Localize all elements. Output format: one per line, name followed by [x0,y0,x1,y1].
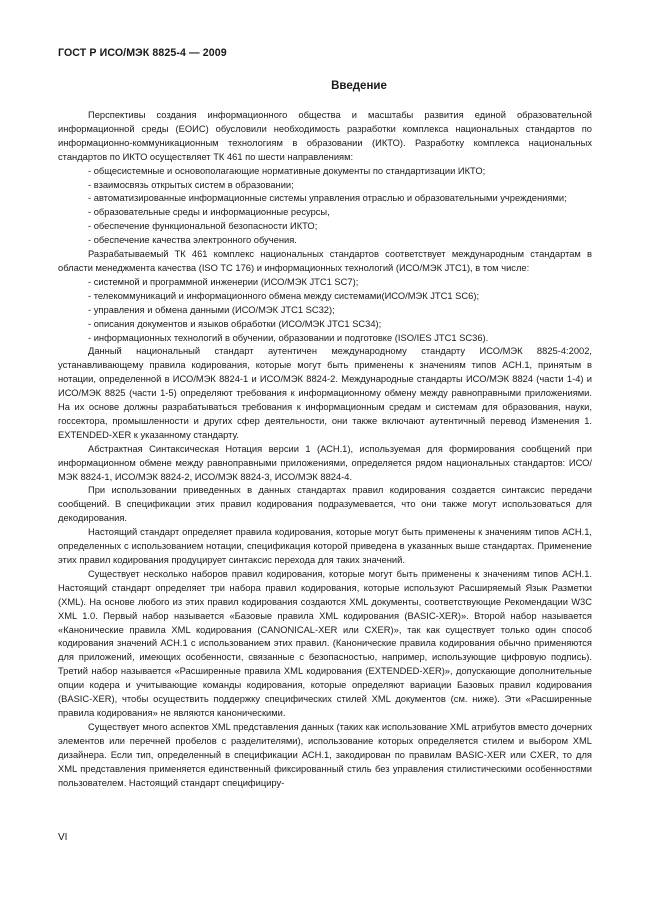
paragraph: Существует много аспектов XML представления данных (таких как использование XML атрибутов вместо дочерних элементов или перечней пробелов с разделителями), использование которых определяется стилем и выбором XML дизайнера. Если тип, определенный в спецификации АСН.1, закодирован по правилам BASIC-XER или CXER, то для XML представления применяется единственный фиксированный стиль без управления стилистическими особенностями пользователем. Настоящий стандарт специфициру- [58,721,592,788]
paragraph: Перспективы создания информационного общества и масштабы развития единой образовательной информационной среды (ЕОИС) обусловили необходимость разработки комплекса национальных стандартов по информационно-коммуникационным технологиям в образовании (ИКТО). Разработку комплекса национальных стандартов по ИКТО осуществляет ТК 461 по шести направлениям: [58,110,592,162]
list-item: - взаимосвязь открытых систем в образовании; [88,179,294,190]
list-item: - общесистемные и основополагающие нормативные документы по стандартизации ИКТО; [88,165,486,176]
list-item: - системной и программной инженерии (ИСО/МЭК JTC1 SC7); [88,276,359,287]
list-item: - описания документов и языков обработки (ИСО/МЭК JTC1 SC34); [88,318,382,329]
list-item: - информационных технологий в обучении, образовании и подготовке (ISO/IES JTC1 SC36). [88,332,489,343]
paragraph: Данный национальный стандарт аутентичен международному стандарту ИСО/МЭК 8825-4:2002, устанавливающему правила кодирования, которые могут быть применены к значениям типов АСН.1, принятым в нотации, определенной в ИСО/МЭК 8824-1 и ИСО/МЭК 8824-2. Международные стандарты ИСО/МЭК 8824 (части 1-4) и ИСО/МЭК 8825 (части 1-5) определяют требования к информационному обмену между равноправными приложениями. На их основе должны разрабатываться требования к информационным средам и системам для образования, науки, госсектора, промышленности и других сфер деятельности, они также включают аутентичный перевод Изменения 1. EXTENDED-XER к указанному стандарту. [58,346,592,440]
section-title [0,80,646,92]
paragraph: Разрабатываемый ТК 461 комплекс национальных стандартов соответствует международным стандартам в области менеджмента качества (ISO TC 176) и информационных технологий (ИСО/МЭК JTC1), в том числе: [58,249,592,273]
list-item: - автоматизированные информационные системы управления отраслью и образовательными учреждениями; [88,193,567,204]
paragraph: Абстрактная Синтаксическая Нотация версии 1 (АСН.1), используемая для формирования сообщений при информационном обмене между равноправными приложениями, определяется рядом национальных стандартов: ИСО/МЭК 8824-1, ИСО/МЭК 8824-2, ИСО/МЭК 8824-3, ИСО/МЭК 8824-4. [58,443,592,482]
paragraph: Существует несколько наборов правил кодирования, которые могут быть применены к значениям типов АСН.1. Настоящий стандарт определяет три набора правил кодирования, которые используют Расширяемый Язык Разметки (XML). На основе любого из этих правил кодирования создаются XML документы, соответствующие Рекомендации W3C XML 1.0. Первый набор называется «Базовые правила XML кодирования (BASIC-XER)». Второй набор называется «Канонические правила XML кодирования (CANONICAL-XER или CXER)», так как существует только один способ кодирования значений АСН.1 с использованием этих правил. (Канонические правила кодирования обычно применяются для приложений, имеющих особенности, связанные с безопасностью, например, использующие цифровую подпись). Третий набор называется «Расширенные правила XML кодирования (EXTENDED-XER)», допускающие дополнительные опции кодера и учитывающие команды кодирования, которые определяют вариации Базовых правил кодирования (BASIC-XER), чтобы осуществить поддержку специфических стилей XML документов (см. ниже). Эти «Расширенные правила кодирования» не являются каноническими. [58,568,592,718]
list-item: - обеспечение функциональной безопасности ИКТО; [88,221,318,232]
list-item: - образовательные среды и информационные ресурсы, [88,207,330,218]
paragraph: Настоящий стандарт определяет правила кодирования, которые могут быть применены к значениям типов АСН.1, определенных с использованием нотации, спецификация которой приведена в указанных выше стандартах. Применение этих правил кодирования продуцирует синтаксис перехода для таких значений. [58,527,592,565]
list-item: - управления и обмена данными (ИСО/МЭК JTC1 SC32); [88,304,335,315]
list-item: - обеспечение качества электронного обучения. [88,235,297,246]
paragraph: При использовании приведенных в данных стандартах правил кодирования создается синтаксис передачи сообщений. В спецификации этих правил кодирования подразумевается, что они также могут использоваться для декодирования. [58,485,592,524]
document-body [58,109,592,790]
section-title-text: Введение [331,80,387,92]
list-item: - телекоммуникаций и информационного обмена между системами(ИСО/МЭК JTC1 SC6); [88,290,480,301]
standard-header: ГОСТ Р ИСО/МЭК 8825-4 — 2009 [58,47,227,59]
page-number: VI [58,832,68,843]
